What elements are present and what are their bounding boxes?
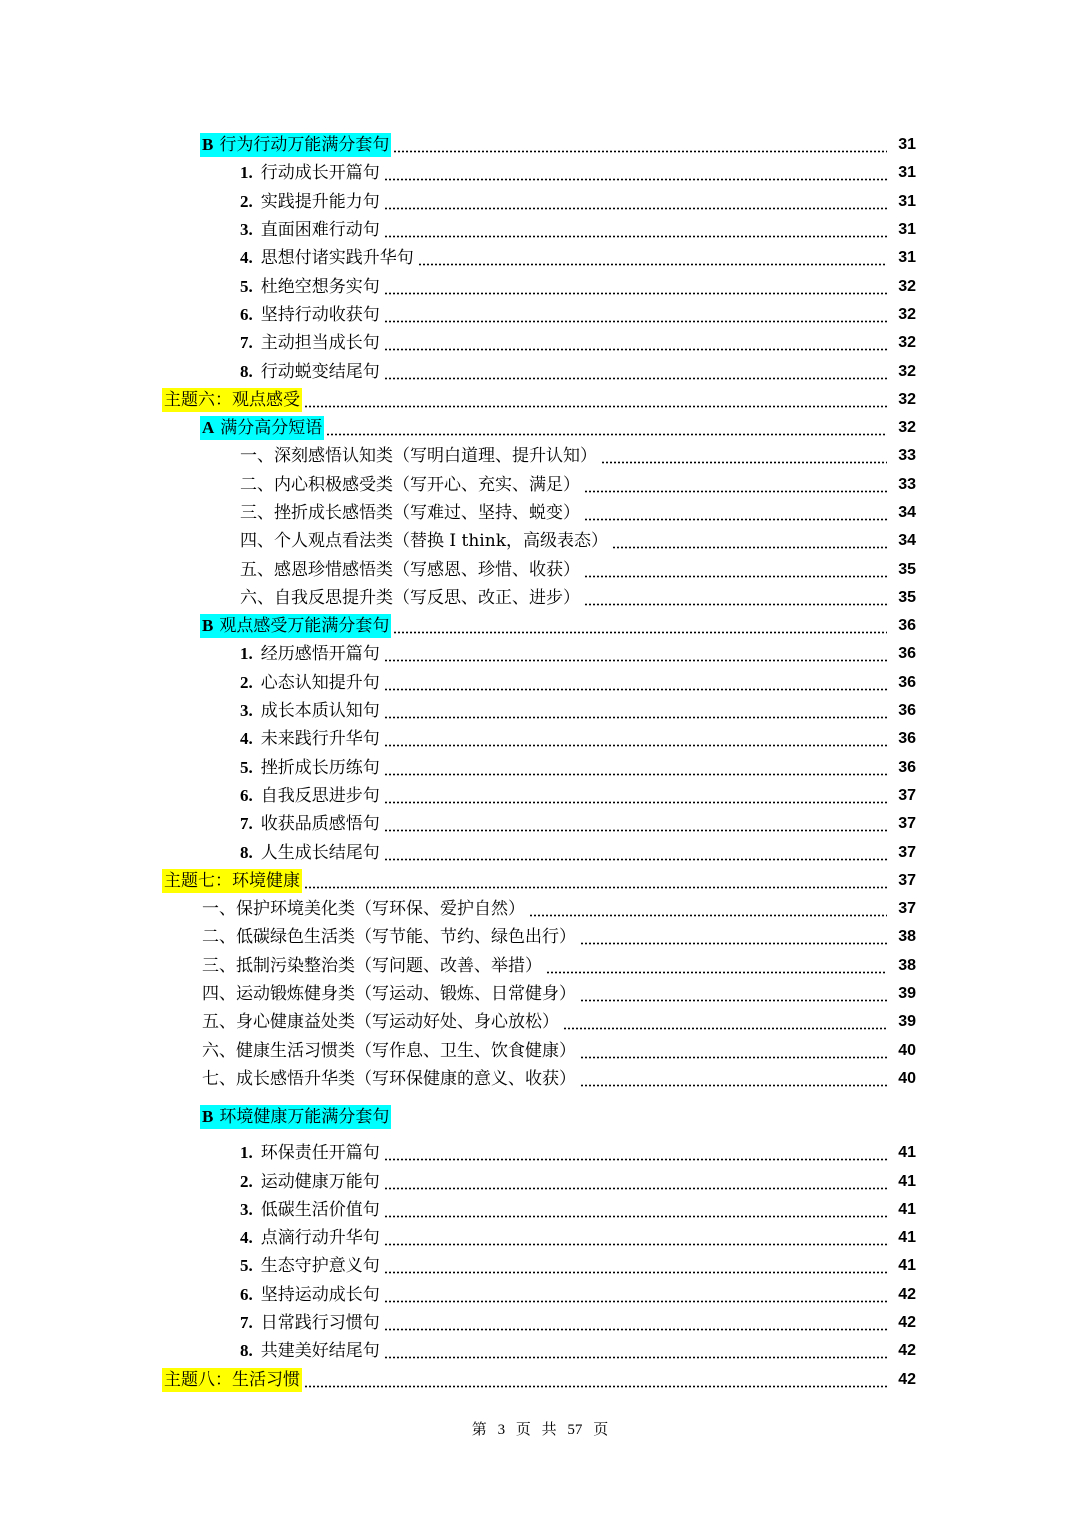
- toc-entry[interactable]: [0, 131, 1080, 159]
- toc-section-letter: A: [202, 418, 215, 438]
- toc-entry-label: 直面困难行动句: [260, 220, 380, 241]
- toc-entry[interactable]: [0, 1224, 1080, 1252]
- toc-entry-title: [238, 1141, 382, 1165]
- toc-page-number: 36: [898, 673, 916, 691]
- toc-entry[interactable]: [0, 216, 1080, 244]
- toc-page-number: 32: [898, 390, 916, 408]
- toc-page-number: 37: [898, 900, 916, 918]
- toc-page-number: 41: [898, 1257, 916, 1275]
- toc-section-letter: B: [202, 1107, 214, 1127]
- toc-section-letter: B: [202, 135, 214, 155]
- toc-entry-number: 5.: [240, 276, 253, 296]
- toc-entry-number: 3.: [240, 701, 253, 721]
- toc-page-number: 32: [898, 419, 916, 437]
- toc-entry-label: 心态认知提升句: [260, 672, 380, 693]
- toc-entry-title: [238, 1339, 382, 1363]
- toc-dot-leader: [384, 675, 887, 691]
- toc-entry-number: 1.: [240, 163, 253, 183]
- toc-entry-title: [238, 161, 382, 185]
- footer-current-page: 3: [497, 1422, 506, 1438]
- toc-entry[interactable]: [0, 471, 1080, 499]
- toc-entry-title: 三、挫折成长感悟类（写难过、坚持、蜕变）: [240, 503, 580, 523]
- toc-entry-label: 挫折成长历练句: [260, 757, 380, 778]
- toc-dot-leader: [393, 137, 887, 153]
- toc-page-number: 31: [898, 192, 916, 210]
- toc-entry-label: 点滴行动升华句: [260, 1228, 380, 1249]
- toc-page-number: 40: [898, 1069, 916, 1087]
- toc-page-number: 37: [898, 786, 916, 804]
- toc-page-number: 38: [898, 956, 916, 974]
- toc-dot-leader: [384, 279, 887, 295]
- toc-entry-title: [238, 727, 382, 751]
- toc-dot-leader: [304, 873, 887, 889]
- toc-entry-title: 三、抵制污染整治类（写问题、改善、举措）: [202, 955, 542, 976]
- toc-entry[interactable]: [0, 754, 1080, 782]
- toc-entry-label: 主动担当成长句: [260, 333, 380, 354]
- toc-page-number: 31: [898, 249, 916, 267]
- toc-dot-leader: [529, 901, 887, 917]
- toc-entry[interactable]: [0, 584, 1080, 612]
- toc-entry-title: 五、感恩珍惜感悟类（写感恩、珍惜、收获）: [240, 559, 580, 580]
- toc-entry-title: [238, 812, 382, 836]
- toc-entry[interactable]: [0, 386, 1080, 414]
- toc-section-label: 环境健康万能满分套句: [219, 1107, 390, 1128]
- toc-entry[interactable]: [0, 188, 1080, 216]
- toc-dot-leader: [384, 1230, 887, 1246]
- toc-entry-number: 7.: [240, 1313, 253, 1333]
- toc-page-number: 32: [898, 362, 916, 380]
- toc-entry-title: [238, 360, 382, 384]
- toc-entry-title: 六、健康生活习惯类（写作息、卫生、饮食健康）: [202, 1040, 576, 1061]
- toc-dot-leader: [580, 1071, 887, 1087]
- toc-dot-leader: [601, 448, 887, 464]
- toc-entry-number: 8.: [240, 361, 253, 381]
- toc-page-number: 32: [898, 305, 916, 323]
- toc-section-title: [200, 614, 391, 638]
- toc-entry[interactable]: [0, 612, 1080, 640]
- toc-dot-leader: [384, 364, 887, 380]
- toc-entry-label: 杜绝空想务实句: [260, 276, 380, 297]
- toc-page-number: 31: [898, 136, 916, 154]
- toc-entry[interactable]: [0, 244, 1080, 272]
- toc-entry[interactable]: [0, 980, 1080, 1008]
- toc-entry[interactable]: [0, 810, 1080, 838]
- toc-page-number: 39: [898, 1013, 916, 1031]
- toc-page-number: 32: [898, 334, 916, 352]
- toc-page-number: 42: [898, 1285, 916, 1303]
- toc-dot-leader: [384, 1343, 887, 1359]
- toc-dot-leader: [384, 646, 887, 662]
- toc-page-number: 41: [898, 1200, 916, 1218]
- toc-page-number: 37: [898, 843, 916, 861]
- toc-entry-number: 5.: [240, 757, 253, 777]
- toc-entry[interactable]: [0, 1252, 1080, 1280]
- toc-dot-leader: [418, 250, 887, 266]
- toc-entry[interactable]: [0, 1337, 1080, 1365]
- toc-page-number: 41: [898, 1172, 916, 1190]
- toc-entry[interactable]: [0, 1365, 1080, 1393]
- toc-entry[interactable]: [0, 1139, 1080, 1167]
- toc-entry-title: [238, 671, 382, 695]
- toc-page-number: 35: [898, 588, 916, 606]
- toc-entry-label: 低碳生活价值句: [260, 1199, 380, 1220]
- toc-entry-title: [238, 1226, 382, 1250]
- toc-entry-title: [238, 1170, 382, 1194]
- toc-dot-leader: [584, 590, 887, 606]
- toc-entry[interactable]: [0, 923, 1080, 951]
- toc-entry[interactable]: [0, 414, 1080, 442]
- toc-entry-label: 行动成长开篇句: [260, 163, 380, 184]
- toc-entry-title: 二、低碳绿色生活类（写节能、节约、绿色出行）: [202, 927, 576, 948]
- toc-entry-label: 环保责任开篇句: [260, 1143, 380, 1164]
- toc-entry[interactable]: [0, 838, 1080, 866]
- toc-entry[interactable]: [0, 159, 1080, 187]
- toc-entry-number: 5.: [240, 1256, 253, 1276]
- toc-entry[interactable]: [0, 1309, 1080, 1337]
- toc-page-number: 31: [898, 221, 916, 239]
- toc-theme-title: 主题七：环境健康: [164, 870, 300, 891]
- toc-page-number: 42: [898, 1342, 916, 1360]
- toc-entry[interactable]: [0, 782, 1080, 810]
- toc-page-number: 34: [898, 504, 916, 521]
- toc-dot-leader: [384, 788, 887, 804]
- toc-entry-label: 行动蜕变结尾句: [260, 361, 380, 382]
- toc-page-number: 31: [898, 164, 916, 182]
- toc-dot-leader: [384, 165, 887, 181]
- toc-page-number: 33: [898, 475, 916, 493]
- toc-entry-title: [238, 784, 382, 808]
- toc-page-number: 36: [898, 645, 916, 663]
- toc-entry-label: 未来践行升华句: [260, 729, 380, 750]
- toc-entry[interactable]: [0, 357, 1080, 385]
- toc-dot-leader: [384, 703, 887, 719]
- toc-dot-leader: [384, 1174, 887, 1190]
- toc-dot-leader: [384, 307, 887, 323]
- toc-entry[interactable]: [0, 1167, 1080, 1195]
- toc-entry-title: [238, 331, 382, 355]
- toc-theme-title: 主题八：生活习惯: [164, 1369, 300, 1390]
- toc-dot-leader: [546, 958, 887, 974]
- footer-mid: 页 共: [515, 1420, 557, 1438]
- toc-dot-leader: [384, 1315, 887, 1331]
- toc-page-number: 37: [898, 815, 916, 833]
- toc-page-number: 40: [898, 1041, 916, 1059]
- toc-dot-leader: [304, 392, 887, 408]
- toc-entry-title: [238, 699, 382, 723]
- toc-dot-leader: [584, 477, 887, 493]
- toc-page-number: 39: [898, 985, 916, 1003]
- toc-page-number: 35: [898, 560, 916, 578]
- toc-entry[interactable]: [0, 952, 1080, 980]
- toc-section-title: [200, 133, 391, 157]
- toc-entry[interactable]: [0, 442, 1080, 470]
- toc-entry-label: 运动健康万能句: [260, 1171, 380, 1192]
- toc-entry-label: 实践提升能力句: [260, 191, 380, 212]
- toc-entry[interactable]: [0, 1281, 1080, 1309]
- toc-entry-label: 生态守护意义句: [260, 1256, 380, 1277]
- footer-total-pages: 57: [567, 1422, 583, 1438]
- toc-entry-label: 坚持行动收获句: [260, 304, 380, 325]
- toc-entry-number: 6.: [240, 1284, 253, 1304]
- toc-entry[interactable]: [0, 1065, 1080, 1093]
- toc-entry-label: 收获品质感悟句: [260, 814, 380, 835]
- footer-prefix: 第: [471, 1420, 487, 1438]
- toc-dot-leader: [384, 760, 887, 776]
- toc-entry-number: 6.: [240, 785, 253, 805]
- toc-entry[interactable]: [0, 499, 1080, 527]
- toc-entry-title: [238, 642, 382, 666]
- toc-entry-number: 4.: [240, 729, 253, 749]
- toc-entry-number: 8.: [240, 842, 253, 862]
- toc-section-title: [200, 1105, 391, 1129]
- toc-entry[interactable]: [0, 867, 1080, 895]
- toc-section-label: 行为行动万能满分套句: [219, 135, 390, 156]
- toc-entry-number: 3.: [240, 220, 253, 240]
- toc-dot-leader: [580, 986, 887, 1002]
- toc-dot-leader: [384, 335, 887, 351]
- toc-theme-title: 主题六：观点感受: [164, 389, 300, 410]
- toc-entry[interactable]: [0, 1037, 1080, 1065]
- toc-dot-leader: [612, 533, 887, 549]
- toc-dot-leader: [384, 1258, 887, 1274]
- toc-entry-number: 6.: [240, 304, 253, 324]
- toc-page-number: 41: [898, 1144, 916, 1162]
- toc-entry[interactable]: [0, 1008, 1080, 1036]
- toc-entry-title: [238, 1311, 382, 1335]
- toc-dot-leader: [580, 929, 887, 945]
- toc-entry[interactable]: [0, 895, 1080, 923]
- toc-dot-leader: [393, 618, 887, 634]
- toc-dot-leader: [384, 222, 887, 238]
- toc-entry-title: [238, 1283, 382, 1307]
- toc-dot-leader: [326, 420, 887, 436]
- toc-dot-leader: [563, 1014, 887, 1030]
- toc-entry-number: 8.: [240, 1341, 253, 1361]
- toc-entry[interactable]: [0, 669, 1080, 697]
- toc-entry-title: 一、保护环境美化类（写环保、爱护自然）: [202, 899, 525, 920]
- toc-dot-leader: [384, 816, 887, 832]
- toc-section-title: [200, 416, 324, 440]
- toc-page-number: 42: [898, 1314, 916, 1332]
- toc-entry[interactable]: [0, 725, 1080, 753]
- toc-entry-number: 7.: [240, 333, 253, 353]
- toc-entry[interactable]: [0, 1101, 1080, 1133]
- toc-entry[interactable]: [0, 555, 1080, 583]
- toc-entry-number: 4.: [240, 248, 253, 268]
- toc-entry-title: [238, 275, 382, 299]
- toc-entry-label: 经历感悟开篇句: [260, 644, 380, 665]
- toc-page-number: 37: [898, 871, 916, 889]
- toc-entry-title: [238, 756, 382, 780]
- toc-entry-number: 3.: [240, 1199, 253, 1219]
- toc-entry[interactable]: [0, 1196, 1080, 1224]
- toc-entry-number: 2.: [240, 1171, 253, 1191]
- toc-entry-label: 坚持运动成长句: [260, 1284, 380, 1305]
- toc-page-number: 34: [898, 532, 916, 550]
- toc-dot-leader: [580, 1043, 887, 1059]
- toc-dot-leader: [384, 1145, 887, 1161]
- toc-entry-title: [238, 841, 382, 865]
- toc-entry-title: [238, 218, 382, 242]
- toc-entry-title: 六、自我反思提升类（写反思、改正、进步）: [240, 587, 580, 608]
- toc-entry-title: 七、成长感悟升华类（写环保健康的意义、收获）: [202, 1068, 576, 1089]
- toc-entry-title: 五、身心健康益处类（写运动好处、身心放松）: [202, 1012, 559, 1033]
- toc-page-number: 38: [898, 928, 916, 946]
- toc-page-number: 36: [898, 617, 916, 635]
- toc-entry-title: [238, 190, 382, 214]
- toc-entry-label: 人生成长结尾句: [260, 842, 380, 863]
- toc-page-number: 36: [898, 758, 916, 776]
- toc-entry[interactable]: [0, 329, 1080, 357]
- toc-page-number: 42: [898, 1370, 916, 1388]
- toc-entry-label: 自我反思进步句: [260, 785, 380, 806]
- toc-page-number: 32: [898, 277, 916, 295]
- toc-entry-number: 2.: [240, 191, 253, 211]
- toc-page-number: 36: [898, 702, 916, 720]
- toc-dot-leader: [384, 731, 887, 747]
- toc-section-label: 观点感受万能满分套句: [219, 616, 390, 637]
- toc-dot-leader: [384, 194, 887, 210]
- toc-page-number: 41: [898, 1229, 916, 1247]
- toc-section-label: 满分高分短语: [220, 418, 323, 439]
- toc-entry-title: 一、深刻感悟认知类（写明白道理、提升认知）: [240, 446, 597, 467]
- toc-entry-label: 成长本质认知句: [260, 701, 380, 722]
- toc-dot-leader: [384, 845, 887, 861]
- table-of-contents: [0, 131, 1080, 1394]
- toc-entry[interactable]: [0, 301, 1080, 329]
- toc-entry-title: [238, 1254, 382, 1278]
- toc-page-number: 36: [898, 730, 916, 748]
- toc-entry-label: 日常践行习惯句: [260, 1313, 380, 1334]
- page-footer: [0, 1418, 1080, 1439]
- toc-entry-title: 四、运动锻炼健身类（写运动、锻炼、日常健身）: [202, 984, 576, 1005]
- toc-entry-number: 1.: [240, 1143, 253, 1163]
- toc-entry[interactable]: [0, 527, 1080, 555]
- toc-entry-number: 4.: [240, 1228, 253, 1248]
- toc-section-letter: B: [202, 616, 214, 636]
- toc-dot-leader: [584, 505, 887, 521]
- toc-dot-leader: [584, 562, 887, 578]
- toc-entry-title: [238, 303, 382, 327]
- toc-entry-label: 思想付诸实践升华句: [260, 248, 414, 269]
- toc-entry-title: 四、个人观点看法类（替换 I think，高级表态）: [240, 531, 608, 552]
- toc-entry[interactable]: [0, 272, 1080, 300]
- toc-entry[interactable]: [0, 640, 1080, 668]
- toc-dot-leader: [384, 1287, 887, 1303]
- toc-page-number: 33: [898, 447, 916, 465]
- footer-suffix: 页: [593, 1420, 609, 1438]
- toc-entry-label: 共建美好结尾句: [260, 1341, 380, 1362]
- toc-dot-leader: [384, 1202, 887, 1218]
- toc-dot-leader: [304, 1372, 887, 1388]
- toc-entry-title: [238, 1198, 382, 1222]
- toc-entry[interactable]: [0, 697, 1080, 725]
- toc-entry-number: 2.: [240, 672, 253, 692]
- toc-entry-title: 二、内心积极感受类（写开心、充实、满足）: [240, 474, 580, 495]
- toc-entry-number: 1.: [240, 644, 253, 664]
- toc-entry-number: 7.: [240, 814, 253, 834]
- toc-entry-title: [238, 246, 416, 270]
